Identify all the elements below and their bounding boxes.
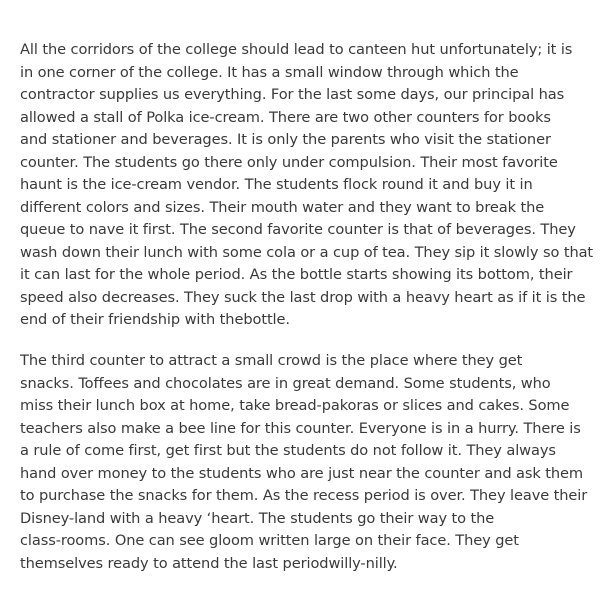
paragraph-snack-counter — [20, 350, 587, 575]
text-line: teachers also make a bee line for this counter. Everyone is in a hurry. There is — [20, 419, 581, 437]
text-line: themselves ready to attend the last periodwilly-nilly. — [20, 554, 398, 572]
text-line: Disney-land with a heavy ‘heart. The students go their way to the — [20, 509, 495, 527]
text-line: wash down their lunch with some cola or a cup of tea. They sip it slowly so that — [20, 243, 594, 261]
text-line: queue to nave it first. The second favorite counter is that of beverages. They — [20, 221, 576, 238]
text-line: contractor supplies us everything. For the last some days, our principal has — [20, 86, 565, 103]
paragraph-canteen-counters — [20, 39, 593, 332]
text-line: hand over money to the students who are just near the counter and ask them — [20, 464, 584, 482]
text-line: class-rooms. One can see gloom written large on their face. They get — [20, 532, 519, 549]
text-line: to purchase the snacks for them. As the recess period is over. They leave their — [20, 487, 588, 504]
text-line: a rule of come first, get first but the students do not follow it. They always — [20, 442, 556, 459]
text-line: All the corridors of the college should lead to canteen hut unfortunately; it is — [20, 41, 573, 58]
text-line: allowed a stall of Polka ice-cream. There are two other counters for books — [20, 108, 551, 126]
text-line: it can last for the whole period. As the bottle starts showing its bottom, their — [20, 266, 573, 283]
text-line: snacks. Toffees and chocolates are in great demand. Some students, who — [20, 374, 551, 392]
text-line: end of their friendship with thebottle. — [20, 311, 290, 328]
text-line: counter. The students go there only under compulsion. Their most favorite — [20, 153, 558, 171]
text-line: The third counter to attract a small crowd is the place where they get — [20, 352, 523, 369]
text-line: in one corner of the college. It has a small window through which the — [20, 63, 519, 81]
text-line: and stationer and beverages. It is only the parents who visit the stationer — [20, 131, 551, 148]
text-line: miss their lunch box at home, take bread-pakoras or slices and cakes. Some — [20, 397, 570, 414]
text-line: haunt is the ice-cream vendor. The students flock round it and buy it in — [20, 176, 533, 193]
text-line: speed also decreases. They suck the last drop with a heavy heart as if it is the — [20, 288, 586, 306]
text-line: different colors and sizes. Their mouth water and they want to break the — [20, 198, 545, 216]
